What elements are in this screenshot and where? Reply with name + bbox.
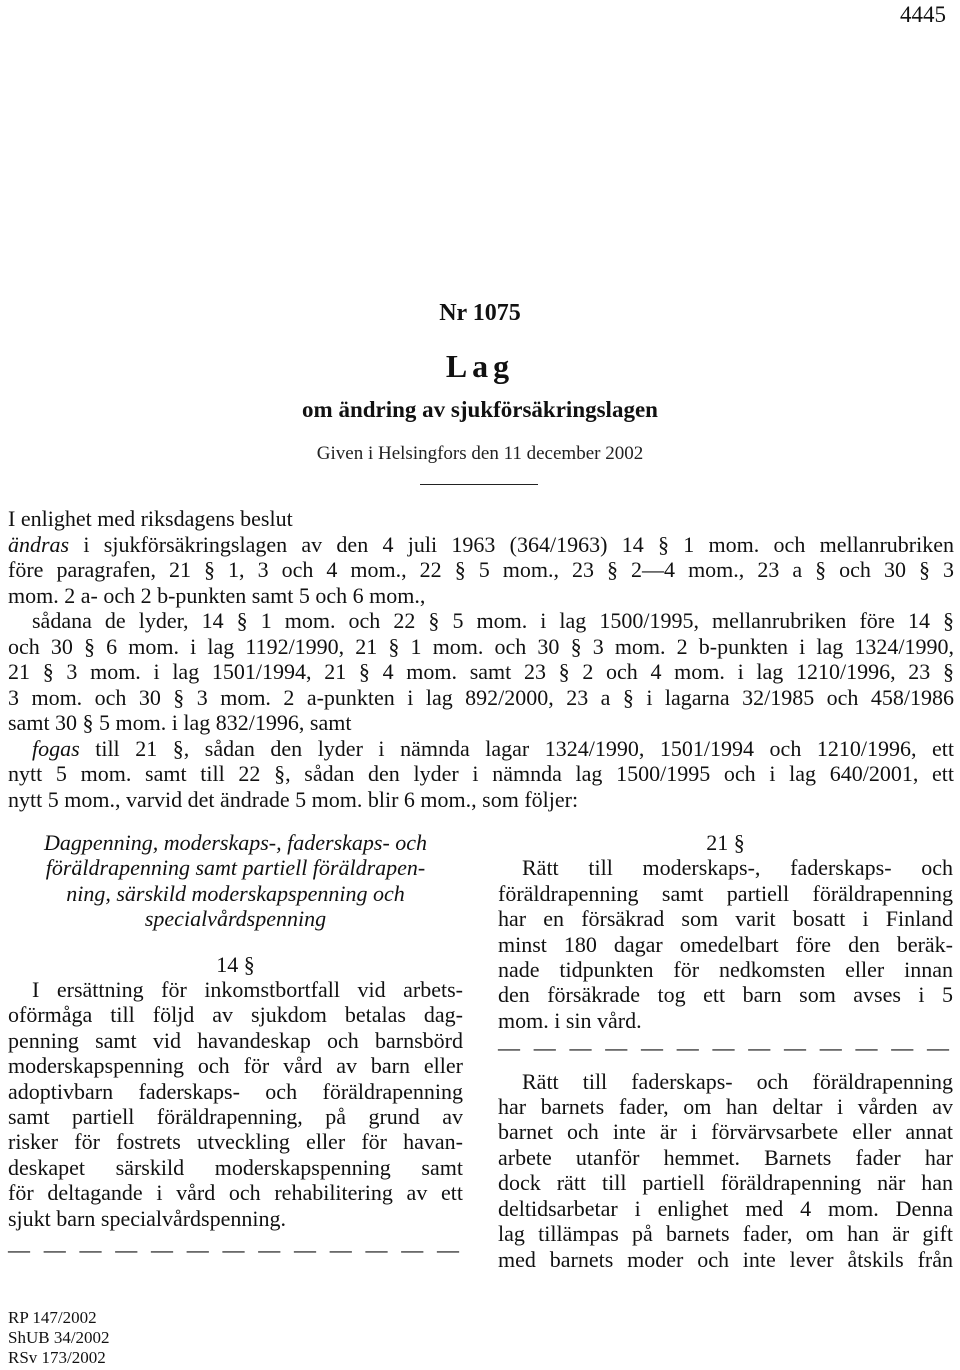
text-line: har barnets fader, om han deltar i vården av: [498, 1094, 953, 1120]
emphasis-fogas: fogas: [32, 735, 80, 761]
intro-line: I enlighet med riksdagens beslut: [8, 506, 293, 531]
intro-line: samt 30 § 5 mom. i lag 832/1996, samt: [8, 710, 352, 735]
omission-dashes: — — — — — — — — — — — — —: [8, 1237, 463, 1263]
intro-line: före paragrafen, 21 § 1, 3 och 4 mom., 22 § 5 mom., 23 § 2—4 mom., 23 a § och 30 § 3: [8, 557, 954, 582]
intro-line: nytt 5 mom. samt till 22 §, sådan den lyder i nämnda lag 1500/1995 och i lag 640/2001, ett: [8, 761, 954, 786]
text-line: sjukt barn specialvårdspenning.: [8, 1205, 286, 1231]
section-heading: Dagpenning, moderskaps-, faderskaps- och föräldrapenning samt partiell föräldrapen- ning, särskild moderskapspenning och specialvårdspenning: [43, 830, 428, 932]
text-line: deskapet särskild moderskapspenning samt: [8, 1154, 463, 1180]
text-line: I ersättning för inkomstbortfall vid arbets-: [32, 977, 463, 1003]
intro-line: fogas till 21 §, sådan den lyder i nämnda lagar 1324/1990, 1501/1994 och 1210/1996, ett: [32, 735, 954, 761]
text-line: minst 180 dagar omedelbart före den beräk-: [498, 931, 953, 957]
intro-line: nytt 5 mom., varvid det ändrade 5 mom. blir 6 mom., som följer:: [8, 786, 579, 812]
document-title: Lag: [445, 348, 515, 384]
paragraph-text: [498, 1069, 953, 1272]
text-line: deltidsarbetar i enlighet med 4 mom. Denna: [498, 1195, 953, 1221]
text-line: den försäkrade tog ett barn som avses i 5: [498, 982, 953, 1008]
text-line: arbete utanför hemmet. Barnets fader har: [498, 1144, 953, 1170]
text-line: med barnets moder och inte lever åtskils från: [498, 1246, 953, 1272]
reference-shub: ShUB 34/2002: [8, 1328, 110, 1347]
text-line: moderskapspenning och för vård av barn eller: [8, 1053, 463, 1079]
paragraph-number: 14 §: [216, 951, 255, 977]
text-line: nade tidpunkten för nedkomsten eller innan: [498, 957, 953, 983]
intro-line: och 30 § 6 mom. i lag 1192/1990, 21 § 1 mom. och 30 § 3 mom. 2 b-punkten i lag 1324/1990,: [8, 633, 954, 659]
left-column: [8, 830, 463, 1263]
intro-line: 21 § 3 mom. i lag 1501/1994, 21 § 4 mom. samt 23 § 2 och 4 mom. i lag 1210/1996, 23 §: [8, 659, 954, 684]
heading-divider: [420, 484, 538, 485]
text-line: för deltagande i vård och rehabilitering av ett: [8, 1180, 463, 1206]
text-line: har en försäkrad som varit bosatt i Finland: [498, 906, 953, 932]
text-line: risker för fostrets utveckling eller för havan-: [8, 1129, 463, 1155]
text-line: Rätt till faderskaps- och föräldrapenning: [522, 1068, 953, 1094]
intro-text: [8, 506, 954, 812]
text-line: mom. i sin vård.: [498, 1007, 642, 1033]
text-line: adoptivbarn faderskaps- och föräldrapenning: [8, 1078, 463, 1104]
paragraph-text: [8, 977, 463, 1231]
given-date: Given i Helsingfors den 11 december 2002: [316, 443, 644, 464]
text-line: samt partiell föräldrapenning, på grund av: [8, 1104, 463, 1130]
text-line: penning samt vid havandeskap och barnsbörd: [8, 1027, 463, 1053]
text-line: barnet och inte är i förvärvsarbete eller annat: [498, 1119, 953, 1145]
intro-line: ändras i sjukförsäkringslagen av den 4 juli 1963 (364/1963) 14 § 1 mom. och mellanrubriken: [8, 531, 954, 557]
text-line: Rätt till moderskaps-, faderskaps- och: [522, 855, 953, 881]
paragraph-number: 21 §: [706, 830, 745, 855]
intro-line: 3 mom. och 30 § 3 mom. 2 a-punkten i lag 892/2000, 23 a § i lagarna 32/1985 och 458/1986: [8, 684, 954, 710]
intro-line: mom. 2 a- och 2 b-punkten samt 5 och 6 mom.,: [8, 582, 426, 608]
document-references: [8, 1308, 110, 1368]
intro-line: sådana de lyder, 14 § 1 mom. och 22 § 5 mom. i lag 1500/1995, mellanrubriken före 14 §: [32, 608, 954, 633]
text-line: oförmåga till följd av sjukdom betalas dag-: [8, 1002, 463, 1028]
text-line: föräldrapenning samt partiell föräldrapenning: [498, 880, 953, 906]
page-number: 4445: [900, 2, 946, 27]
reference-rp: RP 147/2002: [8, 1308, 97, 1327]
reference-rsv: RSv 173/2002: [8, 1348, 106, 1367]
omission-dashes: — — — — — — — — — — — — —: [498, 1035, 953, 1061]
right-column: [498, 830, 953, 1272]
paragraph-text: [498, 855, 953, 1033]
text-line: dock rätt till partiell föräldrapenning när han: [498, 1170, 953, 1196]
statute-number: Nr 1075: [439, 300, 521, 326]
emphasis-andras: ändras: [8, 531, 70, 557]
document-subtitle: om ändring av sjukförsäkringslagen: [302, 397, 658, 422]
text-line: lag tillämpas på barnets fader, om han är gift: [498, 1221, 953, 1247]
